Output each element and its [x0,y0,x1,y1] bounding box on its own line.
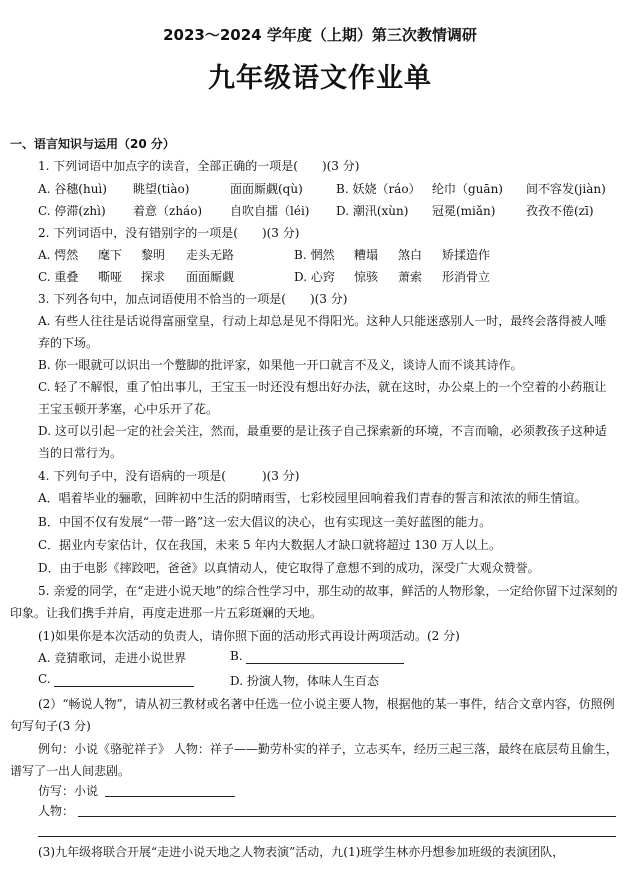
q1-option: A. 谷穗(huì) [38,182,107,196]
activity-a: A. 竞猜歌词，走进小说世界 [38,651,187,665]
q1-option: 着意（zháo) [133,204,203,218]
q2-option: 形消骨立 [442,270,491,284]
q4-option-d: D．由于电影《摔跤吧，爸爸》以真情动人，使它取得了意想不到的成功，深受广大观众赞誉。 [38,561,540,575]
activity-b-blank[interactable] [246,663,404,664]
activity-c-label: C. [38,672,51,686]
q4-stem: 4. 下列句子中，没有语病的一项是( )(3 分) [38,469,300,483]
q1-option: 眺望(tiào) [133,182,190,196]
q1-option: 纶巾（guān) [432,182,503,196]
q1-stem: 1. 下列词语中加点字的读音，全部正确的一项是( )(3 分) [38,159,360,173]
q5-part3: (3)九年级将联合开展“走进小说天地之人物表演”活动，九(1)班学生林亦丹想参加班级的表演团队， [38,845,565,859]
q1-option: 冠冕(miǎn) [432,204,496,218]
novel-name-blank[interactable] [105,796,235,797]
q5-intro: 5. 亲爱的同学，在“走进小说天地”的综合性学习中，那生动的故事，鲜活的人物形象，一定给你留下过深刻的印象。让我们携手并肩，再度走进那一片五彩斑斓的天地。 [10,584,618,620]
q3-option-b: B. 你一眼就可以识出一个蹩脚的批评家，如果他一开口就言不及义，谈诗人而不谈其诗作。 [38,358,523,372]
q1-options [0,180,640,220]
q2-option: 嘶哑 [98,270,123,284]
q2-stem: 2. 下列词语中，没有错别字的一项是( )(3 分) [38,226,300,240]
q3-option-c: C. 轻了不解恨，重了怕出事儿，王宝玉一时还没有想出好办法，就在这时，办公桌上的一个空着的小药瓶让王宝玉顿开茅塞，心中乐开了花。 [38,380,607,416]
page-title: 九年级语文作业单 [208,63,432,94]
exam-header: 2023～2024 学年度（上期）第三次教情调研 [163,26,477,44]
q1-option: C. 停滞(zhì) [38,204,106,218]
q4-option-b: B．中国不仅有发展“一带一路”这一宏大倡议的决心，也有实现这一美好蓝图的能力。 [38,515,492,529]
q1-option: 孜孜不倦(zī) [526,204,594,218]
q2-option: 糟塌 [354,248,379,262]
q2-option: 麾下 [98,248,123,262]
q3-option-a: A. 有些人往往是话说得富丽堂皇，行动上却总是见不得阳光。这种人只能迷惑别人一时，最终会落得被人唾弃的下场。 [38,314,607,350]
q5-part1: (1)如果你是本次活动的负责人，请你照下面的活动形式再设计两项活动。(2 分) [38,629,460,643]
q2-options [0,246,640,286]
imitate-label: 仿写：小说 [38,784,99,798]
q4-option-a: A．唱着毕业的骊歌，回眸初中生活的阴晴雨雪，七彩校园里回响着我们青春的誓言和浓浓的师生情谊。 [38,491,587,505]
q2-option: 矫揉造作 [442,248,491,262]
q1-option: D. 潮汛(xùn) [336,204,409,218]
person-label: 人物： [38,804,75,818]
q5-example: 例句：小说《骆驼祥子》 人物：祥子——勤劳朴实的祥子，立志买车，经历三起三落，最终在底层苟且偷生，谱写了一出人间悲剧。 [10,742,618,778]
q4-option-c: C．据业内专家估计，仅在我国，未来 5 年内大数据人才缺口就将超过 130 万人以上。 [38,538,501,552]
section-heading: 一、语言知识与运用（20 分） [10,137,175,151]
q2-option: 黎明 [141,248,166,262]
q5-part2: (2）“畅说人物”，请从初三教材或名著中任选一位小说主要人物，根据他的某一事件，结合文章内容，仿照例句写句子(3 分) [10,697,615,733]
activity-b-label: B. [230,649,243,663]
q2-option: A. 愕然 [38,248,79,262]
q1-option: B. 妖娆（ráo） [336,182,421,196]
q2-option: C. 重叠 [38,270,79,284]
q3-stem: 3. 下列各句中，加点词语使用不恰当的一项是( )(3 分) [38,292,348,306]
q2-option: 惊骇 [354,270,379,284]
answer-blank-line[interactable] [38,836,616,837]
person-blank[interactable] [78,816,616,817]
activity-d: D. 扮演人物，体味人生百态 [230,674,379,688]
q3-option-d: D. 这可以引起一定的社会关注，然而，最重要的是让孩子自己探索新的环境，不言而喻，必须教孩子这种适当的日常行为。 [38,424,607,460]
q2-option: 探求 [141,270,166,284]
q2-option: 萧索 [398,270,423,284]
q2-option: 煞白 [398,248,423,262]
q2-option: B. 惘然 [294,248,335,262]
q1-option: 自吹自擂（léi) [230,204,310,218]
q2-option: 走头无路 [186,248,235,262]
q1-option: 面面厮觑(qù) [230,182,303,196]
q2-option: D. 心窍 [294,270,335,284]
activity-c-blank[interactable] [54,686,194,687]
q2-option: 面面厮觑 [186,270,235,284]
q1-option: 间不容发(jiàn) [526,182,606,196]
